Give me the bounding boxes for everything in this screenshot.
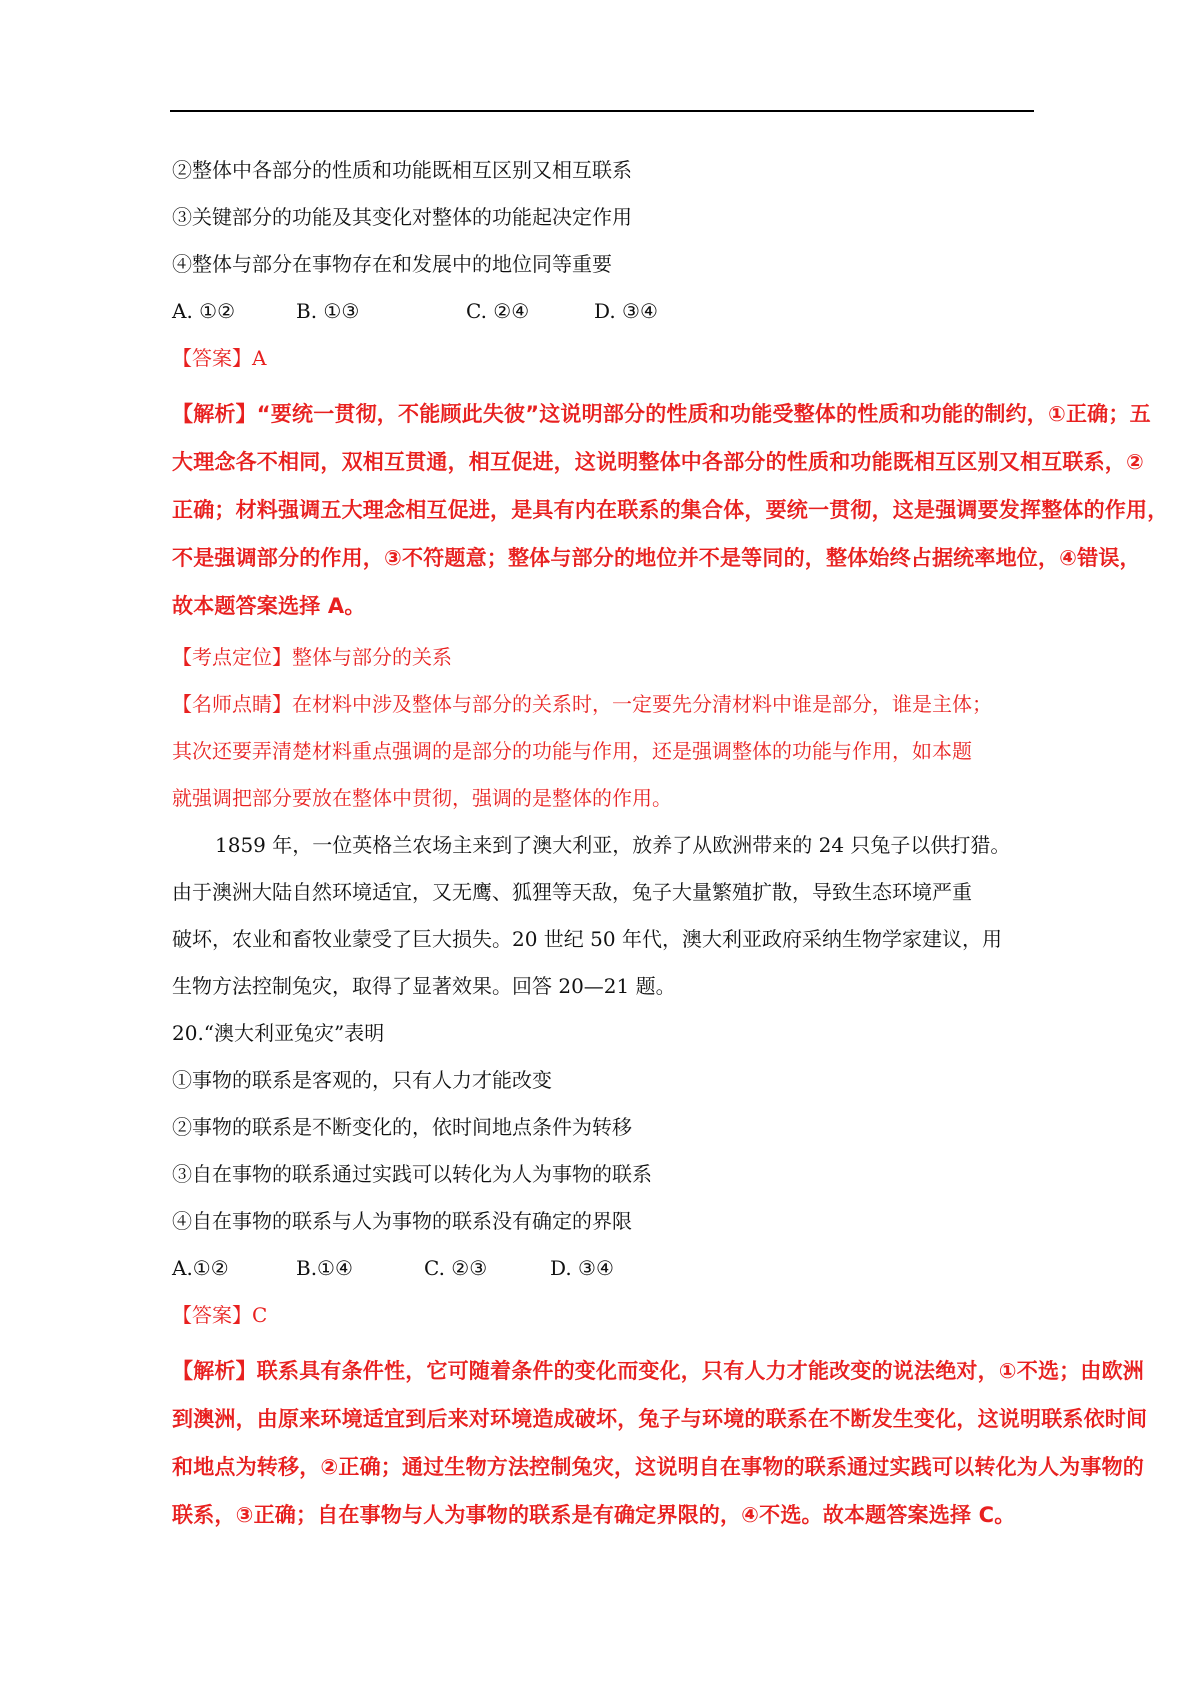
q19-analysis-line-2: 大理念各不相同，双相互贯通，相互促进，这说明整体中各部分的性质和功能既相互区别又相互联系，② <box>172 450 1144 474</box>
q19-teacher-tip-line-3: 就强调把部分要放在整体中贯彻，强调的是整体的作用。 <box>172 786 672 810</box>
q19-answer <box>172 345 266 371</box>
q19-choices <box>172 298 658 324</box>
q19-option-3: ③关键部分的功能及其变化对整体的功能起决定作用 <box>172 205 632 229</box>
q19-option-4: ④整体与部分在事物存在和发展中的地位同等重要 <box>172 252 612 276</box>
q19-choice-c: C. ②④ <box>466 299 530 323</box>
q20-choices <box>172 1255 614 1281</box>
q19-teacher-tip-line-2: 其次还要弄清楚材料重点强调的是部分的功能与作用，还是强调整体的功能与作用，如本题 <box>172 739 972 763</box>
q20-analysis-line-4: 联系，③正确；自在事物与人为事物的联系是有确定界限的，④不选。故本题答案选择 C。 <box>172 1503 1016 1527</box>
q19-choice-a: A. ①② <box>172 299 236 323</box>
q19-analysis-line-3: 正确；材料强调五大理念相互促进，是具有内在联系的集合体，要统一贯彻，这是强调要发挥整体的作用， <box>172 498 1169 522</box>
q20-option-4: ④自在事物的联系与人为事物的联系没有确定的界限 <box>172 1209 632 1233</box>
passage-line-1: 1859 年，一位英格兰农场主来到了澳大利亚，放养了从欧洲带来的 24 只兔子以供打猎。 <box>215 833 1011 857</box>
q20-option-2: ②事物的联系是不断变化的，依时间地点条件为转移 <box>172 1115 632 1139</box>
q20-option-3: ③自在事物的联系通过实践可以转化为人为事物的联系 <box>172 1162 652 1186</box>
passage-line-2: 由于澳洲大陆自然环境适宜，又无鹰、狐狸等天敌，兔子大量繁殖扩散，导致生态环境严重 <box>172 880 972 904</box>
q20-choice-b: B.①④ <box>296 1256 353 1280</box>
q19-analysis-line-5: 故本题答案选择 A。 <box>172 594 366 618</box>
q19-option-2: ②整体中各部分的性质和功能既相互区别又相互联系 <box>172 158 632 182</box>
q20-choice-d: D. ③④ <box>550 1256 614 1280</box>
q20-answer-label: 【答案】 <box>172 1303 252 1327</box>
q19-choice-d: D. ③④ <box>594 299 658 323</box>
q20-analysis-line-1: 【解析】联系具有条件性，它可随着条件的变化而变化，只有人力才能改变的说法绝对，①不选；由欧洲 <box>172 1359 1144 1383</box>
q20-answer <box>172 1302 267 1328</box>
q19-key-point: 【考点定位】整体与部分的关系 <box>172 645 452 669</box>
q19-analysis-line-4: 不是强调部分的作用，③不符题意；整体与部分的地位并不是等同的，整体始终占据统率地位，④错误， <box>172 546 1141 570</box>
passage-line-4: 生物方法控制兔灾，取得了显著效果。回答 20—21 题。 <box>172 974 676 998</box>
header-rule <box>170 110 1034 112</box>
q20-stem: 20.“澳大利亚兔灾”表明 <box>172 1021 385 1045</box>
q20-analysis-line-3: 和地点为转移，②正确；通过生物方法控制兔灾，这说明自在事物的联系通过实践可以转化为人为事物的 <box>172 1455 1144 1479</box>
q20-option-1: ①事物的联系是客观的，只有人力才能改变 <box>172 1068 552 1092</box>
q19-answer-value: A <box>252 346 267 370</box>
q20-analysis-line-2: 到澳洲，由原来环境适宜到后来对环境造成破坏，兔子与环境的联系在不断发生变化，这说明联系依时间 <box>172 1407 1148 1431</box>
q19-answer-label: 【答案】 <box>172 346 252 370</box>
q20-answer-value: C <box>252 1303 268 1327</box>
q20-choice-a: A.①② <box>172 1256 229 1280</box>
q19-analysis-line-1: 【解析】“要统一贯彻，不能顾此失彼”这说明部分的性质和功能受整体的性质和功能的制约，①正确；五 <box>172 402 1151 426</box>
passage-line-3: 破坏，农业和畜牧业蒙受了巨大损失。20 世纪 50 年代，澳大利亚政府采纳生物学家建议，用 <box>172 927 1002 951</box>
q19-choice-b: B. ①③ <box>296 299 360 323</box>
q19-teacher-tip-line-1: 【名师点睛】在材料中涉及整体与部分的关系时，一定要先分清材料中谁是部分，谁是主体； <box>172 692 992 716</box>
q20-choice-c: C. ②③ <box>424 1256 488 1280</box>
